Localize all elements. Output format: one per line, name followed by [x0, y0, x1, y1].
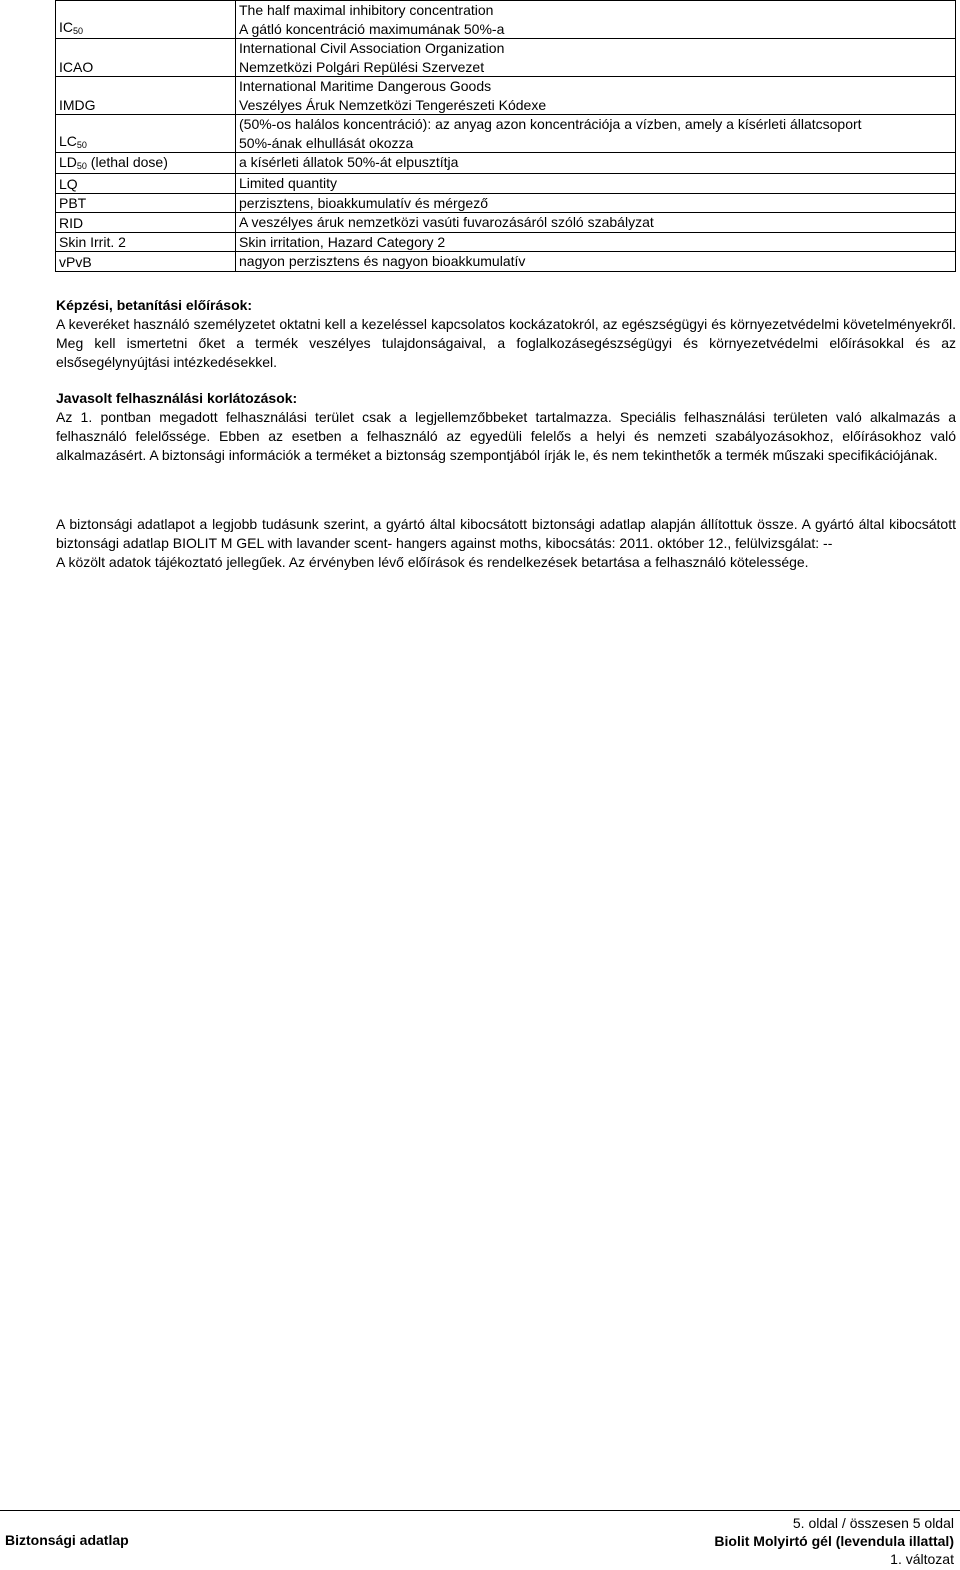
restrictions-text: Az 1. pontban megadott felhasználási terület csak a legjellemzőbbeket tartalmazza. Speciális felhasználási területen való alkalmazás a felhasználó felelőssége. Ebben az esetben a felhasználó az egyedüli felelős a helyi és nemzeti szabályozásokhoz, előírásokhoz való alkalmazásért. A biztonsági információk a terméket a biztonság szempontjából írják le, és nem tekinthetők a termék műszaki specifikációjának. [56, 409, 956, 463]
abbreviation-row [56, 174, 956, 194]
abbreviation-row [56, 232, 956, 252]
abbreviations-table [55, 0, 956, 272]
definition-line: International Civil Association Organization [239, 40, 505, 56]
abbreviation-row [56, 252, 956, 272]
abbreviation-row [56, 1, 956, 39]
footer-divider [0, 1510, 960, 1511]
abbreviation-definition [236, 39, 956, 77]
footer-version: 1. változat [890, 1551, 954, 1567]
abbreviation-definition [236, 213, 956, 233]
disclaimer-line1: A biztonsági adatlapot a legjobb tudásunk szerint, a gyártó által kibocsátott biztonsági adatlap alapján állítottuk össze. A gyártó által kibocsátott biztonsági adatlap BIOLIT M GEL with lavander scent- hangers against moths, kibocsátás: 2011. október 12., felülvizsgálat: -- [56, 516, 956, 551]
training-text: A keveréket használó személyzetet oktatni kell a kezeléssel kapcsolatos kockázatokról, az egészségügyi és környezetvédelmi követelményekről. Meg kell ismertetni őket a termék veszélyes tulajdonságaival, a foglalkozásegészségügyi és környezetvédelmi előírásokkal és az elsősegélynyújtási intézkedésekkel. [56, 316, 956, 370]
abbreviation-term: IMDG [56, 77, 236, 115]
abbreviation-term: PBT [56, 193, 236, 213]
abbreviation-term: RID [56, 213, 236, 233]
definition-line: The half maximal inhibitory concentration [239, 2, 494, 18]
definition-line: International Maritime Dangerous Goods [239, 78, 492, 94]
footer-info [714, 1514, 954, 1568]
abbreviation-row [56, 193, 956, 213]
restrictions-heading: Javasolt felhasználási korlátozások: [56, 390, 298, 406]
definition-line: nagyon perzisztens és nagyon bioakkumulatív [239, 253, 526, 269]
abbreviation-term: IC50 [56, 1, 236, 39]
abbreviation-term: vPvB [56, 252, 236, 272]
training-section [56, 296, 956, 372]
abbreviation-row [56, 77, 956, 115]
abbreviation-row [56, 153, 956, 174]
disclaimer-line2: A közölt adatok tájékoztató jellegűek. Az érvényben lévő előírások és rendelkezések betartása a felhasználó kötelessége. [56, 554, 809, 570]
abbreviation-definition [236, 193, 956, 213]
abbreviation-definition [236, 232, 956, 252]
abbreviation-term: Skin Irrit. 2 [56, 232, 236, 252]
definition-line: A veszélyes áruk nemzetközi vasúti fuvarozásáról szóló szabályzat [239, 214, 654, 230]
definition-line: 50%-ának elhullását okozza [239, 134, 414, 151]
definition-line: Skin irritation, Hazard Category 2 [239, 233, 446, 250]
footer-product-name: Biolit Molyirtó gél (levendula illattal) [714, 1533, 954, 1549]
definition-line: perzisztens, bioakkumulatív és mérgező [239, 194, 488, 211]
abbreviation-definition [236, 1, 956, 39]
abbreviation-term: ICAO [56, 39, 236, 77]
abbreviation-definition [236, 252, 956, 272]
disclaimer-section [56, 515, 956, 572]
abbreviation-term: LQ [56, 174, 236, 194]
definition-line: (50%-os halálos koncentráció): az anyag azon koncentrációja a vízben, amely a kísérleti állatcsoport [239, 116, 862, 132]
footer-page-number: 5. oldal / összesen 5 oldal [792, 1515, 954, 1531]
abbreviation-definition [236, 115, 956, 153]
definition-line: Veszélyes Áruk Nemzetközi Tengerészeti Kódexe [239, 96, 547, 113]
abbreviation-row [56, 115, 956, 153]
definition-line: A gátló koncentráció maximumának 50%-a [239, 20, 505, 37]
definition-line: a kísérleti állatok 50%-át elpusztítja [239, 154, 459, 170]
abbreviation-term: LD50 (lethal dose) [56, 153, 236, 174]
definition-line: Limited quantity [239, 175, 338, 191]
abbreviation-definition [236, 153, 956, 174]
abbreviation-term: LC50 [56, 115, 236, 153]
training-heading: Képzési, betanítási előírások: [56, 297, 253, 313]
restrictions-section [56, 389, 956, 465]
abbreviation-definition [236, 77, 956, 115]
abbreviation-definition [236, 174, 956, 194]
abbreviation-row [56, 213, 956, 233]
footer-doc-title: Biztonsági adatlap [5, 1532, 129, 1548]
definition-line: Nemzetközi Polgári Repülési Szervezet [239, 58, 485, 75]
abbreviation-row [56, 39, 956, 77]
